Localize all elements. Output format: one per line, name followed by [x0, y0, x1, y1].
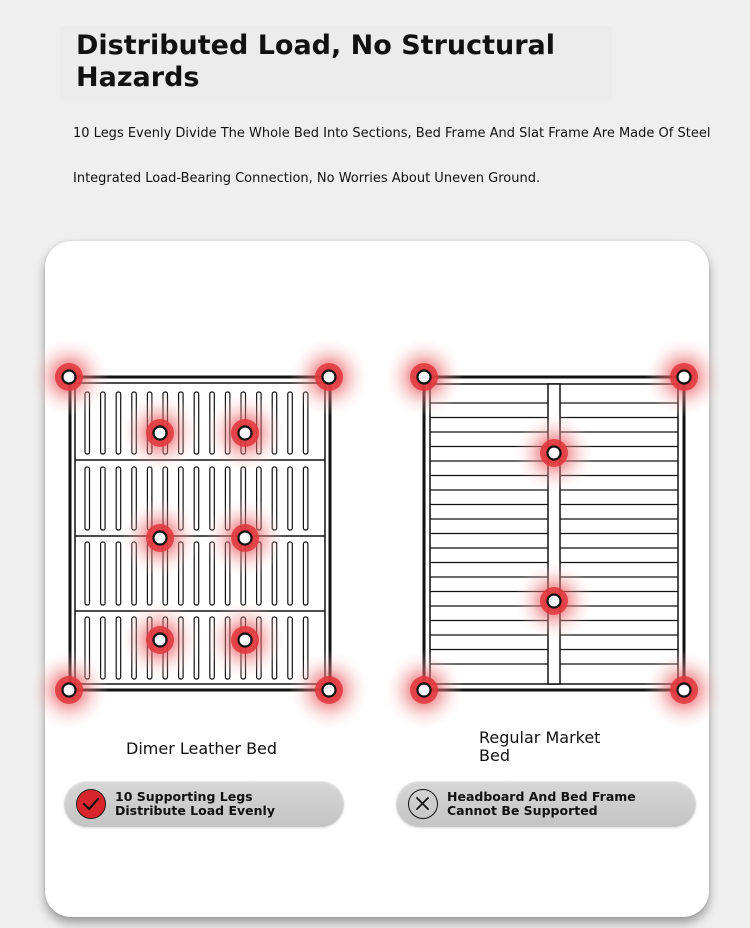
support-leg-marker: [205, 393, 285, 473]
support-leg-marker: [29, 337, 109, 417]
left-feature-badge: [64, 781, 344, 827]
left-bed-name: Dimer Leather Bed: [126, 739, 278, 758]
x-icon: [408, 789, 438, 819]
support-leg-marker: [205, 498, 285, 578]
right-feature-badge: [396, 781, 696, 827]
left-feature-text: 10 Supporting Legs Distribute Load Evenly: [115, 789, 275, 818]
support-leg-marker: [205, 600, 285, 680]
support-leg-marker: [120, 393, 200, 473]
support-leg-marker: [384, 337, 464, 417]
support-leg-marker: [644, 337, 724, 417]
subtitle-line-2: Integrated Load-Bearing Connection, No Worries About Uneven Ground.: [73, 171, 541, 186]
dimer-bed-diagram: [70, 377, 330, 690]
support-leg-marker: [120, 600, 200, 680]
support-leg-marker: [120, 498, 200, 578]
subtitle-line-1: 10 Legs Evenly Divide The Whole Bed Into Sections, Bed Frame And Slat Frame Are Made Of Steel: [73, 126, 711, 141]
support-leg-marker: [644, 650, 724, 730]
page-title-text: Distributed Load, No Structural Hazards: [76, 30, 556, 93]
support-leg-marker: [384, 650, 464, 730]
support-leg-marker: [514, 561, 594, 641]
support-leg-marker: [29, 650, 109, 730]
right-bed-name: Regular Market Bed: [479, 728, 601, 765]
support-leg-marker: [514, 413, 594, 493]
support-leg-marker: [289, 650, 369, 730]
support-leg-marker: [289, 337, 369, 417]
right-feature-text: Headboard And Bed Frame Cannot Be Supported: [447, 789, 636, 818]
check-icon: [76, 789, 106, 819]
